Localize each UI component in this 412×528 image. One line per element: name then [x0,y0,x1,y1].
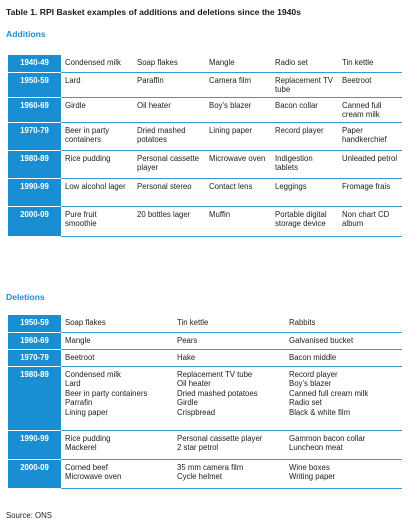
deletion-item: Cycle helmet [177,472,223,481]
deletion-item: Black & white film [289,407,351,417]
addition-item: Lard [61,72,133,97]
additions-row [8,150,402,178]
table-title: Table 1. RPI Basket examples of additions and deletions since the 1940s [6,7,301,17]
additions-body [8,55,402,236]
deletion-cell [61,430,173,459]
deletion-item: Mackerel [65,443,97,452]
deletion-cell [61,315,173,332]
deletions-row [8,332,402,349]
source-note: Source: ONS [6,511,52,520]
deletion-item: Mangle [65,335,91,345]
period-label: 2000-09 [8,459,61,488]
period-label: 1960-69 [8,97,61,122]
addition-item: Personal stereo [133,178,205,206]
addition-item: Non chart CD album [338,206,402,236]
deletion-cell [173,366,285,430]
addition-item: Microwave oven [205,150,271,178]
deletion-cell [173,349,285,366]
deletion-item: Pears [177,335,198,345]
deletions-body [8,315,402,488]
deletion-cell [285,349,402,366]
addition-item: Unleaded petrol [338,150,402,178]
addition-item: Mangle [205,55,271,72]
deletion-cell [173,315,285,332]
deletion-cell [285,366,402,430]
period-label: 1950-59 [8,72,61,97]
period-label: 1990-99 [8,430,61,459]
period-label: 2000-09 [8,206,61,236]
deletion-item: Luncheon meat [289,443,343,452]
addition-item: Portable digital storage device [271,206,338,236]
deletions-row [8,315,402,332]
deletion-item: Tin kettle [177,318,209,327]
additions-row [8,206,402,236]
deletions-table [8,315,402,489]
addition-item: Personal cassette player [133,150,205,178]
deletion-cell [61,332,173,349]
addition-item: Dried mashed potatoes [133,122,205,150]
additions-row [8,122,402,150]
deletion-item: Hake [177,352,196,362]
deletion-item: Rabbits [289,318,316,327]
deletion-item: Replacement TV tube [177,369,253,379]
period-label: 1980-89 [8,150,61,178]
addition-item: Camera film [205,72,271,97]
deletions-row [8,459,402,488]
additions-row [8,55,402,72]
addition-item: Girdle [61,97,133,122]
deletion-cell [61,459,173,488]
deletion-cell [173,332,285,349]
addition-item: Lining paper [205,122,271,150]
addition-item: 20 bottles lager [133,206,205,236]
deletion-cell [61,366,173,430]
deletions-row [8,430,402,459]
deletion-item: Bacon middle [289,352,337,362]
addition-item: Canned full cream milk [338,97,402,122]
addition-item: Replacement TV tube [271,72,338,97]
deletion-item: Writing paper [289,472,336,481]
addition-item: Paraffin [133,72,205,97]
addition-item: Record player [271,122,338,150]
period-label: 1970-79 [8,349,61,366]
addition-item: Fromage frais [338,178,402,206]
deletion-item: Boy’s blazer [289,379,332,388]
deletion-item: Lining paper [65,407,108,417]
period-label: 1940-49 [8,55,61,72]
deletion-cell [285,459,402,488]
deletion-item: Radio set [289,398,322,407]
addition-item: Bacon collar [271,97,338,122]
deletion-item: Lard [65,379,81,388]
period-label: 1970-79 [8,122,61,150]
deletion-item: Oil heater [177,379,211,388]
deletion-item: 2 star petrol [177,443,219,452]
addition-item: Beer in party containers [61,122,133,150]
deletion-item: Galvanised bucket [289,335,354,345]
deletion-item: Condensed milk [65,369,121,379]
deletion-item: Parrafin [65,398,93,407]
addition-item: Contact lens [205,178,271,206]
additions-table [8,55,402,237]
addition-item: Muffin [205,206,271,236]
deletion-item: 35 mm camera film [177,462,244,472]
deletions-heading: Deletions [6,292,45,302]
additions-row [8,178,402,206]
deletion-cell [173,459,285,488]
deletion-item: Personal cassette player [177,433,263,443]
deletions-row [8,366,402,430]
deletion-item: Wine boxes [289,462,330,472]
period-label: 1960-69 [8,332,61,349]
addition-item: Radio set [271,55,338,72]
addition-item: Leggings [271,178,338,206]
deletion-item: Dried mashed potatoes [177,388,258,398]
addition-item: Soap flakes [133,55,205,72]
deletion-item: Crispbread [177,407,216,417]
addition-item: Indigestion tablets [271,150,338,178]
period-label: 1990-99 [8,178,61,206]
addition-item: Tin kettle [338,55,402,72]
addition-item: Oil heater [133,97,205,122]
addition-item: Pure fruit smoothie [61,206,133,236]
period-label: 1950-59 [8,315,61,332]
deletions-row [8,349,402,366]
additions-row [8,72,402,97]
deletion-cell [61,349,173,366]
addition-item: Condensed milk [61,55,133,72]
additions-row [8,97,402,122]
deletion-item: Soap flakes [65,318,106,327]
deletion-item: Microwave oven [65,472,122,481]
deletion-item: Record player [289,369,338,379]
deletion-item: Corned beef [65,462,108,472]
deletion-cell [285,332,402,349]
addition-item: Paper handkerchief [338,122,402,150]
deletion-cell [285,315,402,332]
deletion-item: Beer in party containers [65,388,148,398]
addition-item: Beetroot [338,72,402,97]
addition-item: Low alcohol lager [61,178,133,206]
deletion-item: Gammon bacon collar [289,433,366,443]
period-label: 1980-89 [8,366,61,430]
deletion-item: Rice pudding [65,433,111,443]
deletion-cell [285,430,402,459]
additions-heading: Additions [6,29,46,39]
deletion-item: Canned full cream milk [289,388,369,398]
deletion-item: Beetroot [65,352,95,362]
deletion-cell [173,430,285,459]
addition-item: Rice pudding [61,150,133,178]
addition-item: Boy’s blazer [205,97,271,122]
deletion-item: Girdle [177,398,198,407]
